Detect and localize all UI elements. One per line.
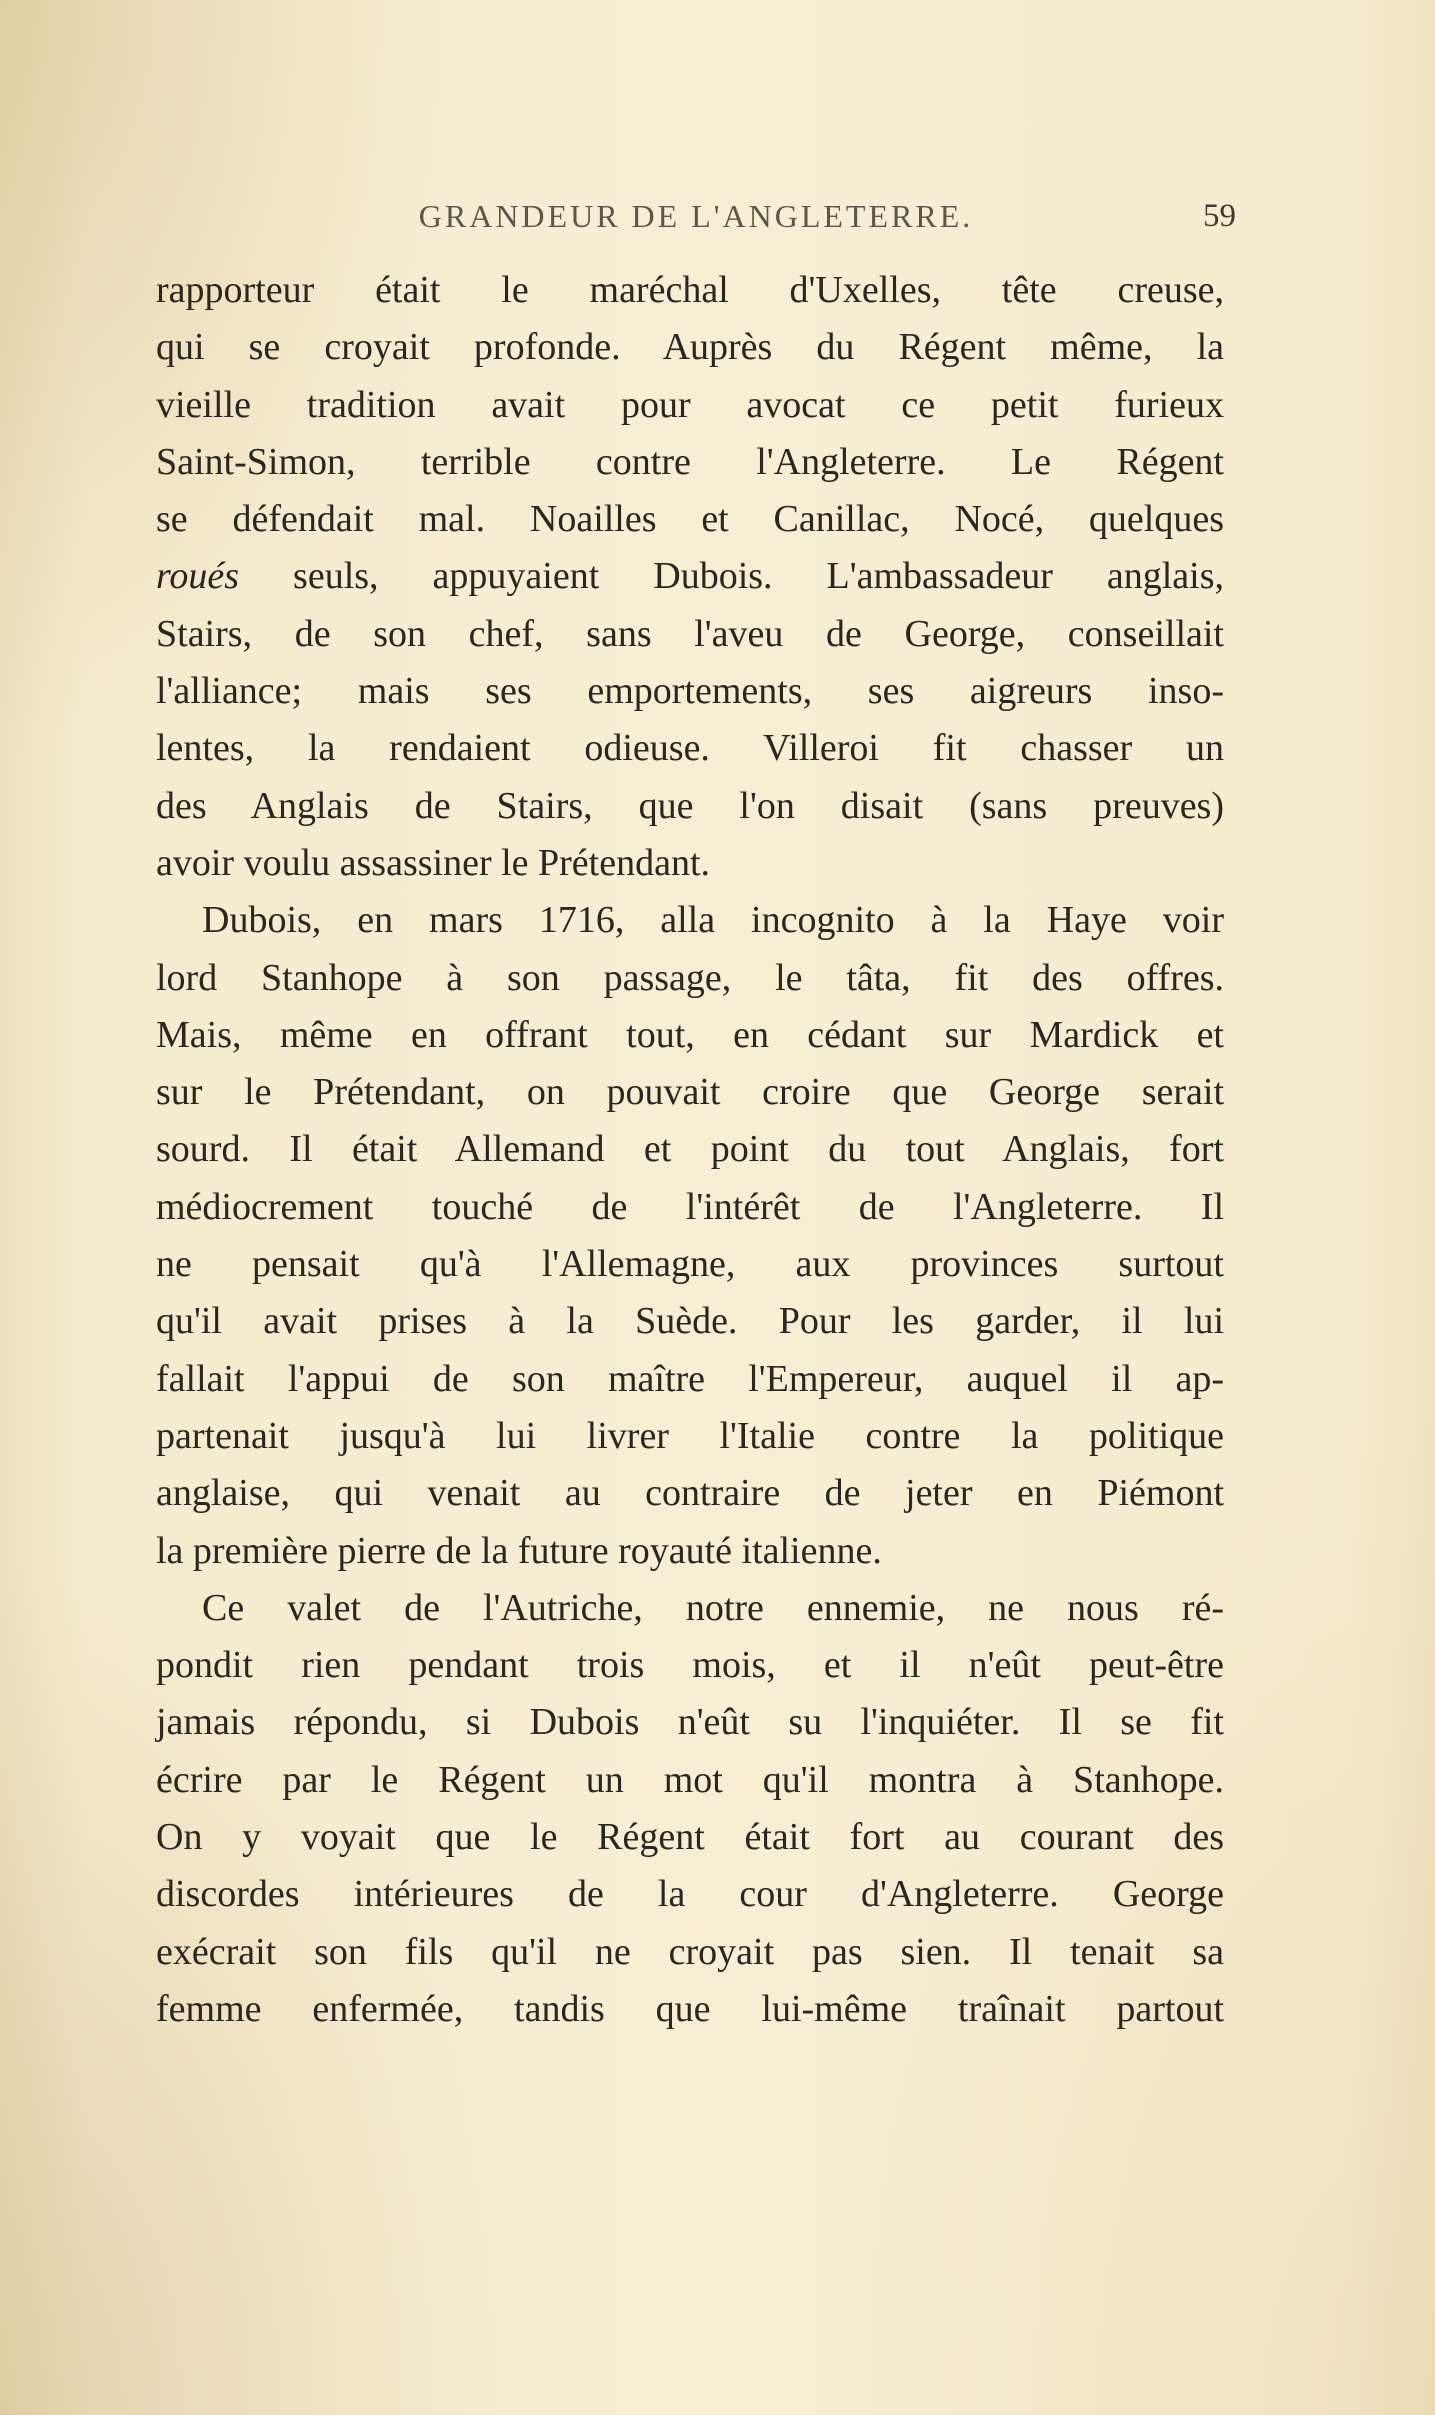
text-line: On y voyait que le Régent était fort au courant des (156, 1816, 1224, 1859)
text-line: Mais, même en offrant tout, en cédant sur Mardick et (156, 1013, 1224, 1056)
text-line: sur le Prétendant, on pouvait croire que George serait (156, 1071, 1224, 1114)
text-line: discordes intérieures de la cour d'Angleterre. George (156, 1873, 1224, 1916)
text-line: écrire par le Régent un mot qu'il montra à Stanhope. (156, 1758, 1224, 1801)
text-line-rest: seuls, appuyaient Dubois. L'ambassadeur anglais, (293, 555, 1224, 598)
text-line: anglaise, qui venait au contraire de jeter en Piémont (156, 1472, 1224, 1515)
text-line: lentes, la rendaient odieuse. Villeroi fit chasser un (156, 727, 1224, 770)
text-line: exécrait son fils qu'il ne croyait pas sien. Il tenait sa (156, 1930, 1224, 1973)
text-line: Saint-Simon, terrible contre l'Angleterre. Le Régent (156, 440, 1224, 483)
text-line-with-italic (156, 548, 1224, 605)
body-text (156, 262, 1224, 2038)
text-line: jamais répondu, si Dubois n'eût su l'inquiéter. Il se fit (156, 1701, 1224, 1744)
text-line: pondit rien pendant trois mois, et il n'eût peut-être (156, 1644, 1224, 1687)
paragraph-end-line: la première pierre de la future royauté italienne. (156, 1529, 882, 1572)
text-line: lord Stanhope à son passage, le tâta, fit des offres. (156, 956, 1224, 999)
text-line: partenait jusqu'à lui livrer l'Italie contre la politique (156, 1414, 1224, 1457)
page-number: 59 (1203, 198, 1236, 234)
text-line: qu'il avait prises à la Suède. Pour les garder, il lui (156, 1300, 1224, 1343)
text-line: ne pensait qu'à l'Allemagne, aux provinces surtout (156, 1243, 1224, 1286)
text-line: qui se croyait profonde. Auprès du Régent même, la (156, 326, 1224, 369)
text-line: l'alliance; mais ses emportements, ses aigreurs inso- (156, 670, 1224, 713)
paragraph-start-line: Ce valet de l'Autriche, notre ennemie, ne nous ré- (202, 1586, 1224, 1629)
text-line: des Anglais de Stairs, que l'on disait (sans preuves) (156, 784, 1224, 827)
paragraph-end-line: avoir voulu assassiner le Prétendant. (156, 841, 711, 884)
text-line: médiocrement touché de l'intérêt de l'Angleterre. Il (156, 1185, 1224, 1228)
paragraph-start-line: Dubois, en mars 1716, alla incognito à la Haye voir (202, 899, 1224, 942)
text-line: Stairs, de son chef, sans l'aveu de George, conseillait (156, 612, 1224, 655)
italic-word: roués (156, 555, 240, 598)
running-title: GRANDEUR DE L'ANGLETERRE. (418, 198, 974, 234)
text-line: rapporteur était le maréchal d'Uxelles, tête creuse, (156, 269, 1224, 311)
text-line: femme enfermée, tandis que lui-même traînait partout (156, 1987, 1224, 2030)
text-line: sourd. Il était Allemand et point du tout Anglais, fort (156, 1128, 1224, 1171)
running-head (156, 198, 1236, 248)
text-line: vieille tradition avait pour avocat ce petit furieux (156, 383, 1224, 426)
text-line: se défendait mal. Noailles et Canillac, Nocé, quelques (156, 498, 1224, 541)
text-line: fallait l'appui de son maître l'Empereur, auquel il ap- (156, 1357, 1224, 1400)
